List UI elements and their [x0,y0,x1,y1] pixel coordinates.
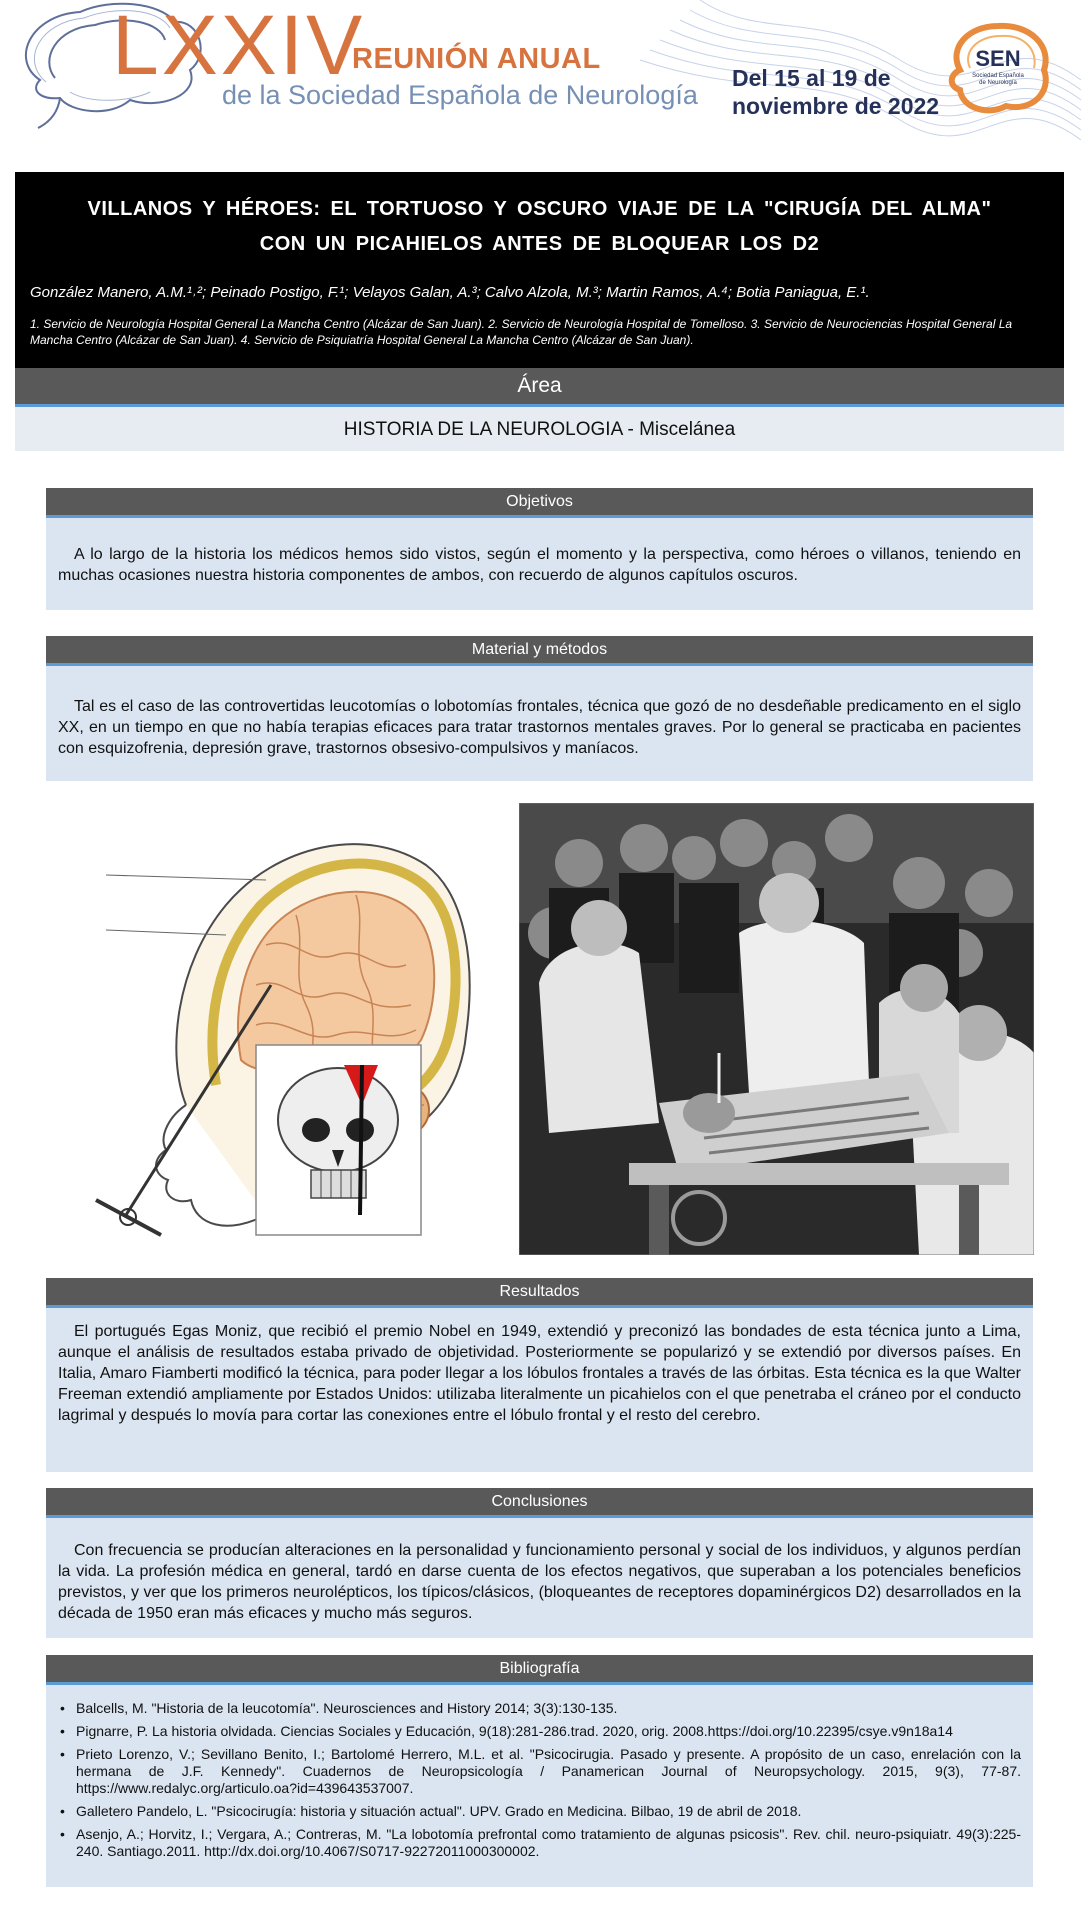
resultados-body [46,1308,1033,1472]
conclusiones-text: Con frecuencia se producían alteraciones en la personalidad y funcionamiento personal y social de los individuos, y algunos perdían la vida. La profesión médica en general, tardó en darse cuenta de los efectos negativos, que superaban a los potenciales beneficios previstos, y ver que los primeros neurolépticos, los típicos/clásicos, (bloqueantes de receptores dopaminérgicos D2) desarrollados en la década de 1950 eran más eficaces y mucho más seguros. [58,1542,1021,1622]
sen-logo [940,18,1056,118]
area-value: HISTORIA DE LA NEUROLOGIA - Miscelánea [15,407,1064,451]
event-dates [732,64,939,120]
authors-line: González Manero, A.M.¹˒²; Peinado Postigo, F.¹; Velayos Galan, A.³; Calvo Alzola, M.³; Martin Ramos, A.⁴; Botia Paniagua, E.¹. [30,284,870,301]
bibliography-item-text: Galletero Pandelo, L. "Psicocirugía: historia y situación actual". UPV. Grado en Medicina. Bilbao, 19 de abril de 2018. [76,1803,802,1819]
conference-banner [0,0,1081,140]
bullet-icon: • [60,1826,65,1842]
bullet-icon: • [60,1723,65,1739]
bibliography-list [58,1685,1021,1860]
material-heading: Material y métodos [46,636,1033,666]
dates-line-1: Del 15 al 19 de [732,65,891,91]
sen-logo-text: SEN [975,46,1021,71]
bibliography-item [58,1746,1021,1797]
edition-numeral: LXXIV [112,0,366,92]
conclusiones-body [46,1518,1033,1638]
bibliography-item-text: Balcells, M. "Historia de la leucotomía". Neurosciences and History 2014; 3(3):130-135. [76,1700,618,1716]
bibliography-item-text: Pignarre, P. La historia olvidada. Ciencias Sociales y Educación, 9(18):281-286.trad. 2020, orig. 2008.https://doi.org/10.22395/csye.v9n18a14 [76,1723,953,1739]
poster-title-line-2: CON UN PICAHIELOS ANTES DE BLOQUEAR LOS D2 [259,233,820,255]
lobotomy-illustration [66,805,476,1255]
bibliography-item-text: Asenjo, A.; Horvitz, I.; Vergara, A.; Contreras, M. "La lobotomía prefrontal como tratamiento de algunas psicosis". Rev. chil. neuro-psiquiatr. 49(3):225-240. Santiago.2011. http://dx.doi.org/10.4067/S0717-92272011000300002. [76,1826,1021,1859]
bibliography-item [58,1826,1021,1860]
event-title: REUNIÓN ANUAL [352,43,601,75]
bibliography-item [58,1700,1021,1717]
bibliografia-body [46,1685,1033,1887]
poster-title-line-1: VILLANOS Y HÉROES: EL TORTUOSO Y OSCURO VIAJE DE LA "CIRUGÍA DEL ALMA" [87,198,992,220]
bullet-icon: • [60,1700,65,1716]
bibliography-item [58,1723,1021,1740]
poster-title-block [15,172,1064,368]
lobotomy-procedure-photo [519,803,1034,1255]
affiliations-text: 1. Servicio de Neurología Hospital General La Mancha Centro (Alcázar de San Juan). 2. Servicio de Neurología Hospital de Tomelloso. 3. Servicio de Neurociencias Hospital General La Mancha Centro (Alcázar de San Juan). 4. Servicio de Psiquiatría Hospital General La Mancha Centro (Alcázar de San Juan). [30,317,1013,347]
objetivos-body [46,518,1033,610]
bibliography-item-text: Prieto Lorenzo, V.; Sevillano Benito, I.; Bartolomé Herrero, M.L. et al. "Psicocirugia. Pasado y presente. A propósito de un caso, enrelación con la hermana de J.F. Kennedy". Cuadernos de Neuropsicología / Panamerican Journal of Neuropsychology. 2015, 9(3), 77-87. https://www.redalyc.org/articulo.oa?id=439643537007. [76,1746,1021,1796]
area-heading: Área [15,368,1064,407]
conclusiones-heading: Conclusiones [46,1488,1033,1518]
sen-logo-sub-2: de Neurología [979,80,1017,86]
material-text: Tal es el caso de las controvertidas leucotomías o lobotomías frontales, técnica que gozó de no desdeñable predicamento en el siglo XX, en un tiempo en que no había terapias eficaces para tratar trastornos mentales graves. Por lo general se practicaba en pacientes con esquizofrenia, depresión grave, trastornos obsesivo-compulsivos y maníacos. [58,698,1021,757]
material-body [46,666,1033,781]
objetivos-text: A lo largo de la historia los médicos hemos sido vistos, según el momento y la perspectiva, como héroes o villanos, teniendo en muchas ocasiones nuestra historia componentes de ambos, con recuerdo de algunos capítulos oscuros. [58,546,1021,584]
dates-line-2: noviembre de 2022 [732,93,940,119]
bibliography-item [58,1803,1021,1820]
society-name: de la Sociedad Española de Neurología [222,80,698,110]
objetivos-heading: Objetivos [46,488,1033,518]
bullet-icon: • [60,1803,65,1819]
bullet-icon: • [60,1746,65,1762]
bibliografia-heading: Bibliografía [46,1655,1033,1685]
resultados-heading: Resultados [46,1278,1033,1308]
sen-logo-sub-1: Sociedad Española [972,73,1024,79]
resultados-text: El portugués Egas Moniz, que recibió el premio Nobel en 1949, extendió y preconizó las bondades de esta técnica junto a Lima, aunque el análisis de resultados estaba privado de objetividad. Posteriormente se popularizó y se extendió por diversos países. En Italia, Amaro Fiamberti modificó la técnica, para poder llegar a los lóbulos frontales a través de las órbitas. Esta técnica es la que Walter Freeman extendió ampliamente por Estados Unidos: utilizaba literalmente un picahielos con el que penetraba el cráneo por el conducto lagrimal y después lo movía para cortar las conexiones entre el lóbulo frontal y el resto del cerebro. [58,1323,1021,1424]
